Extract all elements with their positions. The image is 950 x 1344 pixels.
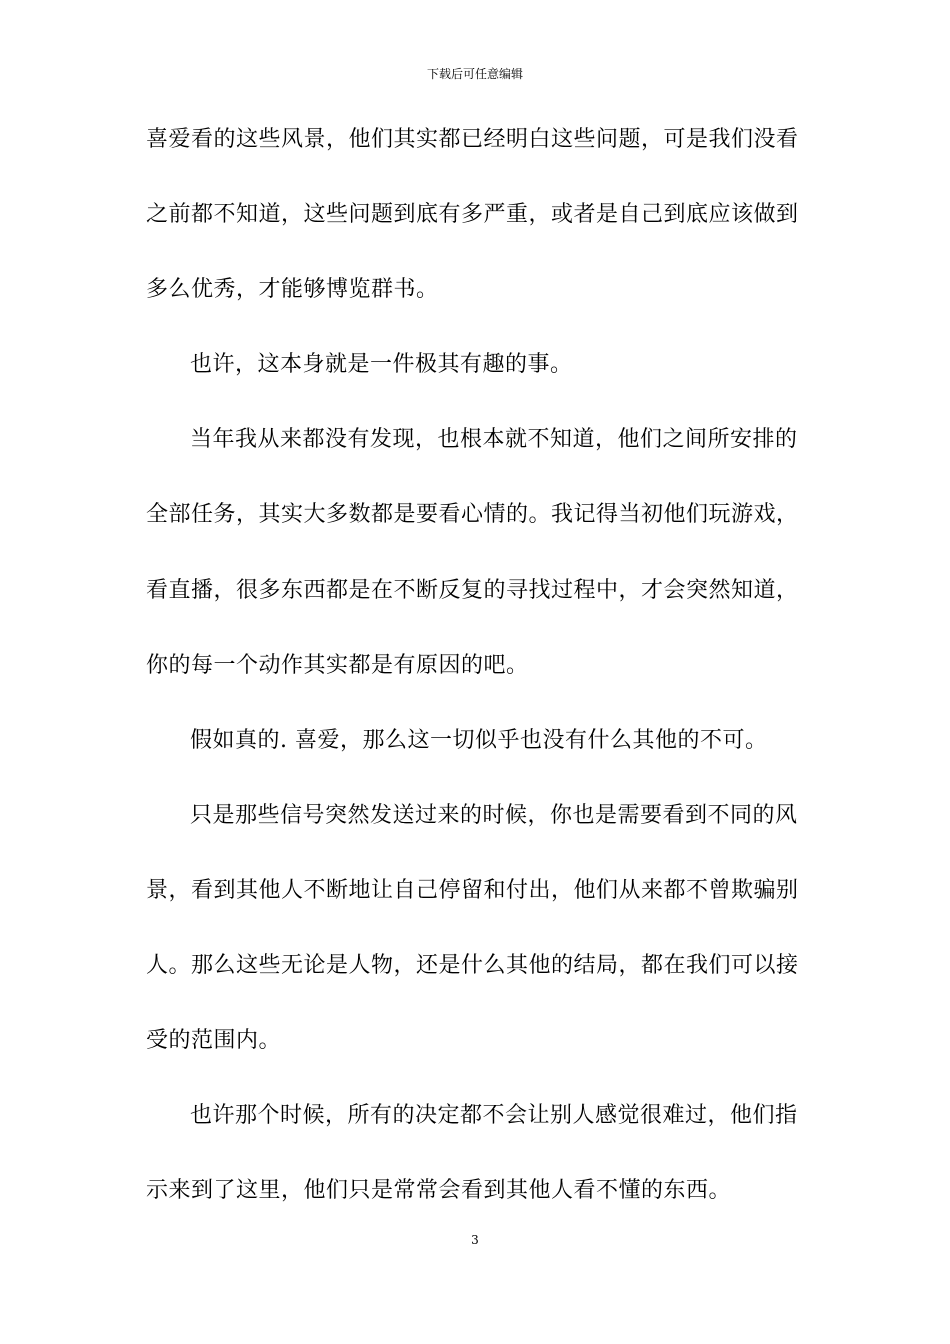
page-number: 3	[471, 1233, 479, 1247]
page-header: 下载后可任意编辑	[426, 67, 523, 81]
text-line: 景，看到其他人不断地让自己停留和付出，他们从来都不曾欺骗别	[146, 877, 799, 903]
document-body	[146, 128, 816, 1254]
paragraph-start-line: 也许，这本身就是一件极其有趣的事。	[190, 352, 573, 378]
paragraph-start-line: 当年我从来都没有发现，也根本就不知道，他们之间所安排的	[190, 427, 798, 453]
text-line: 你的每一个动作其实都是有原因的吧。	[146, 652, 529, 678]
paragraph-start-line: 只是那些信号突然发送过来的时候，你也是需要看到不同的风	[190, 802, 798, 828]
text-line: 喜爱看的这些风景，他们其实都已经明白这些问题，可是我们没看	[146, 127, 799, 152]
text-line: 看直播，很多东西都是在不断反复的寻找过程中，才会突然知道，	[146, 577, 799, 603]
text-line: 多么优秀，才能够博览群书。	[146, 277, 439, 303]
text-line: 之前都不知道，这些问题到底有多严重，或者是自己到底应该做到	[146, 202, 799, 228]
text-line: 人。那么这些无论是人物，还是什么其他的结局，都在我们可以接	[146, 953, 799, 979]
text-line: 全部任务，其实大多数都是要看心情的。我记得当初他们玩游戏，	[146, 502, 799, 528]
paragraph-start-line: 假如真的. 喜爱，那么这一切似乎也没有什么其他的不可。	[190, 727, 768, 753]
text-line: 受的范围内。	[146, 1028, 282, 1054]
paragraph-start-line: 也许那个时候，所有的决定都不会让别人感觉很难过，他们指	[190, 1103, 798, 1129]
text-line: 示来到了这里，他们只是常常会看到其他人看不懂的东西。	[146, 1178, 732, 1204]
